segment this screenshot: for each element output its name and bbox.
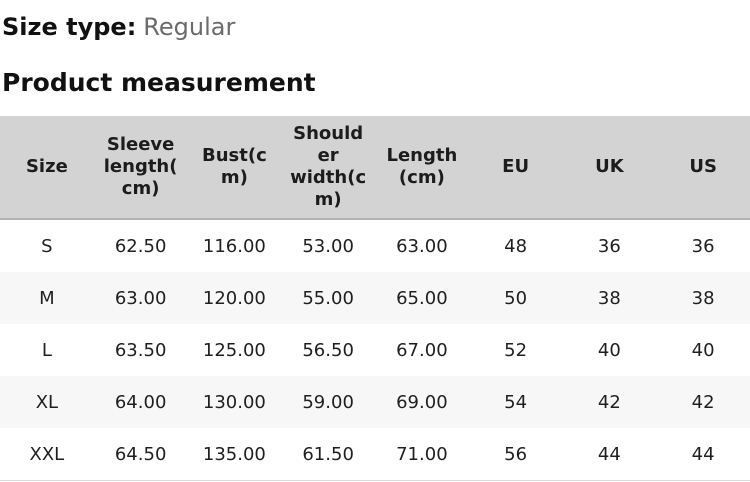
size-cell: XL <box>35 391 59 413</box>
table-cell: 53.00 <box>302 235 354 257</box>
table-row <box>0 272 750 324</box>
column-header: Sleeve length(cm) <box>94 116 188 219</box>
table-cell: 67.00 <box>396 339 448 361</box>
table-cell: 64.50 <box>114 443 167 465</box>
size-type-label: Size type: <box>2 13 137 41</box>
column-header: EU <box>469 116 563 219</box>
table-cell: 56.50 <box>302 339 354 361</box>
table-cell: 56 <box>504 443 528 465</box>
column-header: Shoulder width(cm) <box>281 116 375 219</box>
table-cell: 61.50 <box>302 443 354 465</box>
table-cell: 63.00 <box>114 287 167 309</box>
table-cell: 62.50 <box>114 235 167 257</box>
table-cell: 63.00 <box>396 235 448 257</box>
column-header: UK <box>563 116 657 219</box>
table-cell: 38 <box>691 287 715 309</box>
table-cell: 120.00 <box>202 287 266 309</box>
table-cell: 116.00 <box>202 235 266 257</box>
table-cell: 130.00 <box>202 391 266 413</box>
table-row <box>0 219 750 272</box>
table-cell: 69.00 <box>396 391 448 413</box>
table-row <box>0 428 750 481</box>
table-cell: 40 <box>597 339 621 361</box>
measurement-table <box>0 116 750 481</box>
table-cell: 125.00 <box>202 339 266 361</box>
size-cell: M <box>39 287 55 309</box>
table-cell: 40 <box>691 339 715 361</box>
size-cell: S <box>41 235 53 257</box>
product-measurement-title: Product measurement <box>2 67 316 97</box>
column-header: Size <box>0 116 94 219</box>
table-cell: 42 <box>597 391 621 413</box>
table-cell: 44 <box>597 443 621 465</box>
table-row <box>0 376 750 428</box>
size-type-value: Regular <box>143 13 236 41</box>
table-cell: 36 <box>691 235 715 257</box>
column-header: Length(cm) <box>375 116 469 219</box>
size-type-row <box>2 14 750 42</box>
table-cell: 50 <box>504 287 528 309</box>
table-cell: 65.00 <box>396 287 448 309</box>
table-header-row <box>0 116 750 219</box>
table-body <box>0 219 750 481</box>
table-cell: 135.00 <box>202 443 266 465</box>
size-cell: L <box>41 339 52 361</box>
table-cell: 52 <box>504 339 528 361</box>
size-cell: XXL <box>29 443 65 465</box>
table-cell: 36 <box>597 235 621 257</box>
table-cell: 59.00 <box>302 391 354 413</box>
table-cell: 42 <box>691 391 715 413</box>
table-cell: 55.00 <box>302 287 354 309</box>
table-cell: 63.50 <box>114 339 167 361</box>
column-header: Bust(cm) <box>188 116 282 219</box>
table-cell: 38 <box>597 287 621 309</box>
table-cell: 71.00 <box>396 443 448 465</box>
table-cell: 64.00 <box>114 391 167 413</box>
table-cell: 48 <box>504 235 528 257</box>
column-header: US <box>656 116 750 219</box>
table-cell: 44 <box>691 443 715 465</box>
table-row <box>0 324 750 376</box>
table-cell: 54 <box>504 391 528 413</box>
